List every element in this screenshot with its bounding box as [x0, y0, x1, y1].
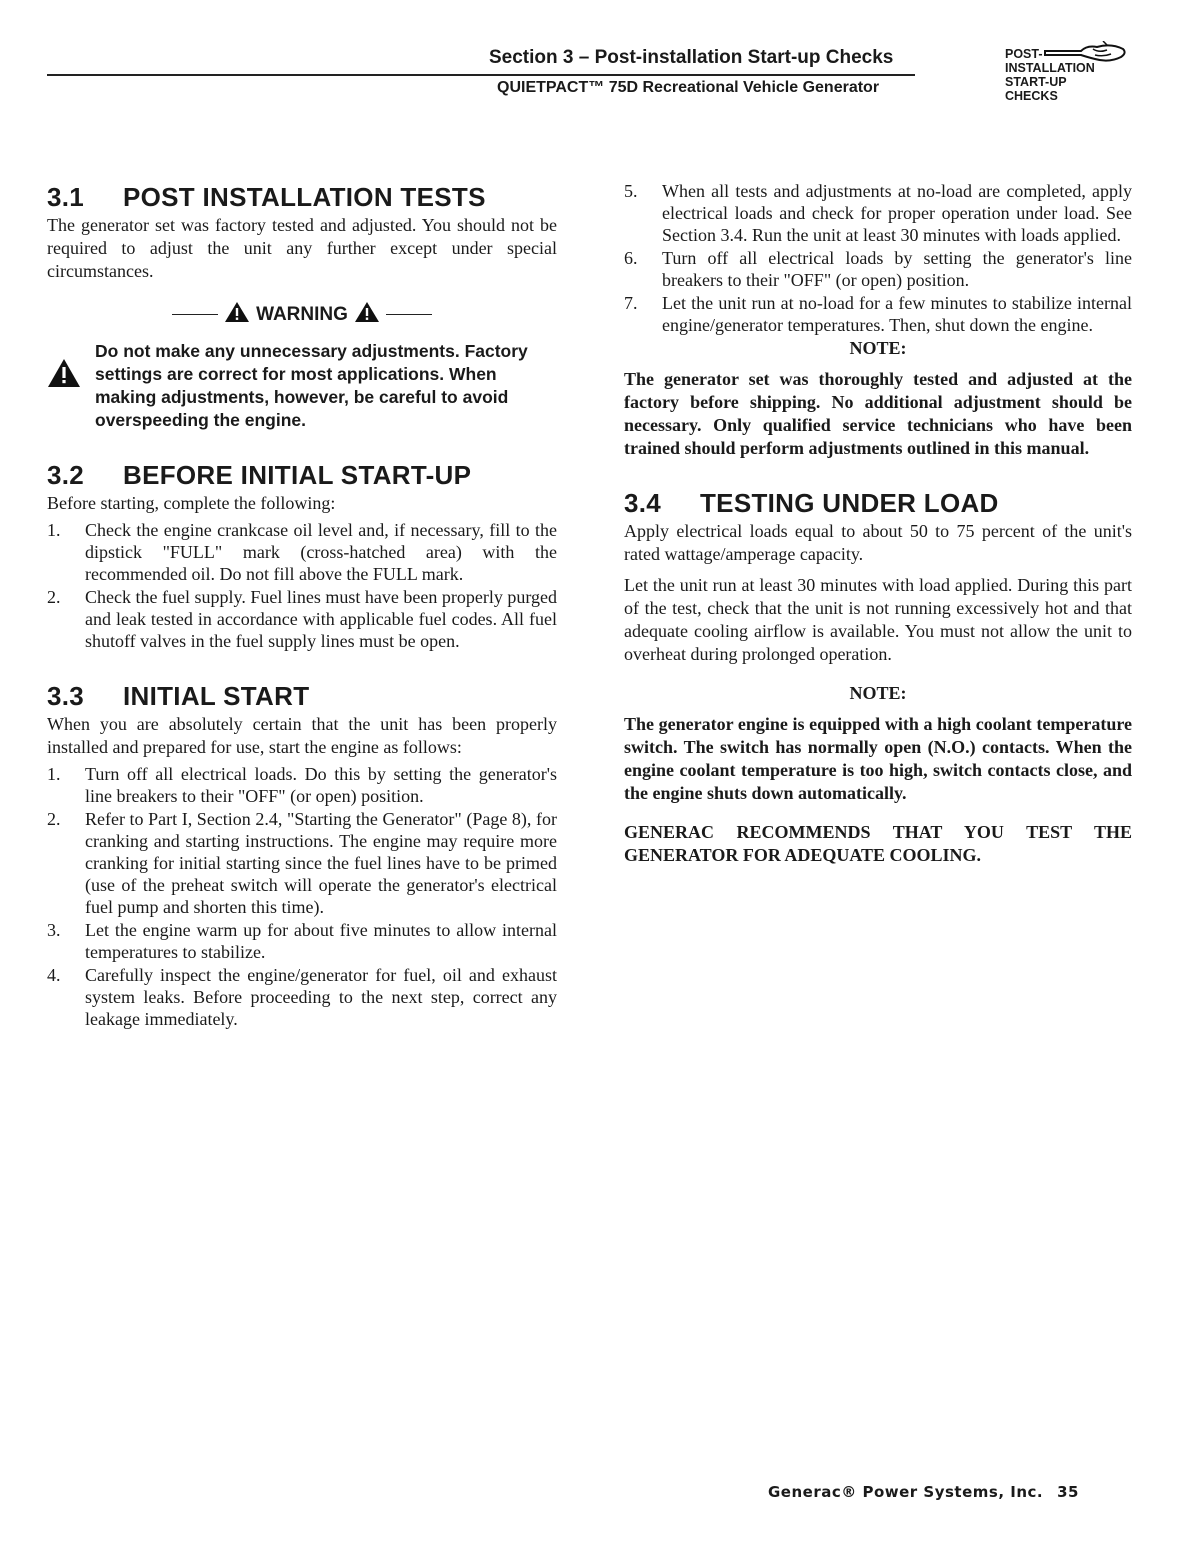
- note-text: The generator engine is equipped with a high coolant temperature switch. The switch has normally open (N.O.) contacts. When the engine coolant temperature is too high, switch contacts close, and the engine shuts down automatically.: [624, 714, 1132, 803]
- warning-triangle-icon: [354, 301, 380, 323]
- list-item: 6. Turn off all electrical loads by setting the generator's line breakers to their "OFF" (or open) position.: [624, 248, 1132, 290]
- warning-triangle-icon: [224, 301, 250, 323]
- page-footer: [768, 1483, 1079, 1501]
- list-item: 3. Let the engine warm up for about five minutes to allow internal temperatures to stabilize.: [47, 920, 557, 962]
- note-label: NOTE:: [849, 683, 907, 703]
- heading-number: 3.1: [47, 182, 85, 212]
- heading-text: TESTING UNDER LOAD: [700, 488, 999, 518]
- section-title: Section 3 – Post-installation Start-up Checks: [489, 47, 894, 68]
- note-label: NOTE:: [849, 338, 907, 358]
- heading-3-1: [47, 180, 557, 214]
- heading-text: INITIAL START: [123, 681, 310, 711]
- list-item: 5. When all tests and adjustments at no-load are completed, apply electrical loads and check for proper operation under load. See Section 3.4. Run the unit at least 30 minutes with loads applied.: [624, 181, 1132, 245]
- heading-3-4: [624, 486, 1132, 520]
- page-number: 35: [1057, 1483, 1079, 1501]
- list-item: 2. Check the fuel supply. Fuel lines must have been properly purged and leak tested in accordance with applicable fuel codes. All fuel shutoff valves in the fuel supply lines must be open.: [47, 587, 557, 651]
- company-name: Generac® Power Systems, Inc.: [768, 1483, 1044, 1501]
- divider: [172, 314, 218, 315]
- section-tab: [1005, 47, 1095, 103]
- list-item: 1. Check the engine crankcase oil level and, if necessary, fill to the dipstick "FULL" mark (cross-hatched area) with the recommended oil. Do not fill above the FULL mark.: [47, 520, 557, 584]
- start-steps: [47, 763, 557, 1030]
- pointing-hand-icon: [1041, 41, 1129, 65]
- divider: [386, 314, 432, 315]
- heading-text: POST INSTALLATION TESTS: [123, 182, 486, 212]
- page-header: [0, 0, 1198, 130]
- tab-line: INSTALLATION: [1005, 61, 1095, 75]
- heading-number: 3.4: [624, 488, 662, 518]
- paragraph: Apply electrical loads equal to about 50 to 75 percent of the unit's rated wattage/amperage capacity.: [624, 521, 1132, 564]
- warning-triangle-icon: [47, 358, 81, 388]
- list-item: 2. Refer to Part I, Section 2.4, "Starting the Generator" (Page 8), for cranking and starting instructions. The engine may require more cranking for initial starting since the fuel lines have to be primed (use of the preheat switch will operate the generator's electrical fuel pump and shorten this time).: [47, 809, 557, 917]
- warning-header: [47, 301, 557, 326]
- warning-box: [47, 340, 557, 432]
- heading-number: 3.3: [47, 681, 85, 711]
- header-rule: [47, 74, 915, 76]
- right-column: [624, 180, 1132, 867]
- paragraph: The generator set was factory tested and adjusted. You should not be required to adjust the unit any further except under special circumstances.: [47, 215, 557, 281]
- recommendation-text: GENERAC RECOMMENDS THAT YOU TEST THE GENERATOR FOR ADEQUATE COOLING.: [624, 822, 1132, 865]
- warning-text: Do not make any unnecessary adjustments. Factory settings are correct for most applications. When making adjustments, however, be careful to avoid overspeeding the engine.: [95, 341, 528, 430]
- list-item: 1. Turn off all electrical loads. Do this by setting the generator's line breakers to their "OFF" (or open) position.: [47, 764, 557, 806]
- manual-subtitle: QUIETPACT™ 75D Recreational Vehicle Generator: [497, 79, 880, 96]
- paragraph: When you are absolutely certain that the unit has been properly installed and prepared for use, start the engine as follows:: [47, 714, 557, 757]
- left-column: [47, 180, 557, 1031]
- heading-3-2: [47, 458, 557, 492]
- start-steps-continued: [624, 180, 1132, 336]
- heading-number: 3.2: [47, 460, 85, 490]
- tab-line: START-UP: [1005, 75, 1067, 89]
- warning-label: WARNING: [256, 304, 348, 325]
- checklist: [47, 519, 557, 652]
- note-text: The generator set was thoroughly tested and adjusted at the factory before shipping. No additional adjustment should be necessary. Only qualified service technicians who have been trained should perform adjustments outlined in this manual.: [624, 369, 1132, 458]
- heading-3-3: [47, 679, 557, 713]
- list-item: 7. Let the unit run at no-load for a few minutes to stabilize internal engine/generator temperatures. Then, shut down the engine.: [624, 293, 1132, 335]
- tab-line: POST-: [1005, 47, 1043, 61]
- list-item: 4. Carefully inspect the engine/generator for fuel, oil and exhaust system leaks. Before proceeding to the next step, correct any leakage immediately.: [47, 965, 557, 1029]
- paragraph: Before starting, complete the following:: [47, 493, 336, 513]
- paragraph: Let the unit run at least 30 minutes with load applied. During this part of the test, check that the unit is not running excessively hot and that adequate cooling airflow is available. You must not allow the unit to overheat during prolonged operation.: [624, 575, 1132, 664]
- heading-text: BEFORE INITIAL START-UP: [123, 460, 472, 490]
- tab-line: CHECKS: [1005, 89, 1058, 103]
